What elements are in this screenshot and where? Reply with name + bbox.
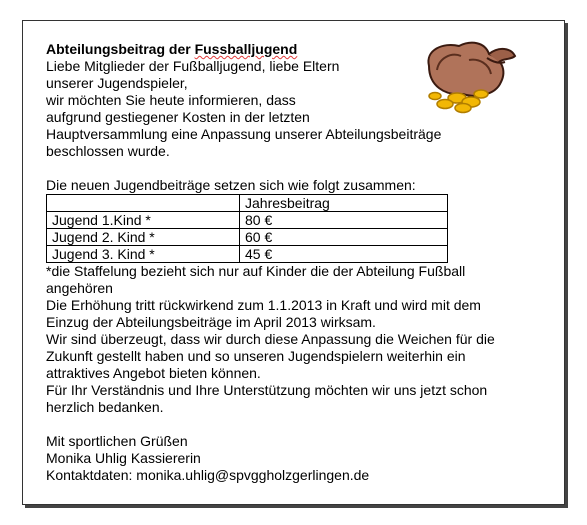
table-intro: Die neuen Jugendbeiträge setzen sich wie folgt zusammen:: [46, 177, 416, 193]
body-line: Einzug der Abteilungsbeiträge im April 2013 wirksam.: [46, 314, 376, 330]
title-highlight: Fussballjugend: [194, 41, 298, 57]
table-row: [47, 246, 448, 263]
table-row: [47, 229, 448, 246]
body-line: Für Ihr Verständnis und Ihre Unterstützung möchten wir uns jetzt schon: [46, 382, 488, 398]
spacer: [46, 416, 546, 433]
table-cell: Jugend 2. Kind *: [47, 229, 240, 246]
body-line: attraktives Angebot bieten können.: [46, 365, 261, 381]
coin: [455, 104, 471, 113]
spacer: [46, 160, 546, 177]
body-line: Wir sind überzeugt, dass wir durch diese Anpassung die Weichen für die: [46, 331, 495, 347]
money-sack-icon: [415, 36, 523, 116]
contact-line: Kontaktdaten: monika.uhlig@spvggholzgerlingen.de: [46, 467, 370, 483]
coin: [437, 100, 453, 109]
closing-line: Monika Uhlig Kassiererin: [46, 450, 201, 466]
intro-line: Hauptversammlung eine Anpassung unserer Abteilungsbeiträge: [46, 126, 442, 142]
intro-line: unserer Jugendspieler,: [46, 75, 188, 91]
letter-title: Abteilungsbeitrag der Fussballjugend: [46, 41, 298, 57]
body-line: Die Erhöhung tritt rückwirkend zum 1.1.2013 in Kraft und wird mit dem: [46, 297, 481, 313]
table-header-cell: Jahresbeitrag: [240, 195, 448, 212]
body-line: Zukunft gestellt haben und so unseren Jugendspielern weiterhin ein: [46, 348, 466, 364]
intro-line: beschlossen wurde.: [46, 143, 170, 159]
table-cell: 80 €: [240, 212, 448, 229]
letter-frame: [22, 20, 565, 505]
table-header-cell: [47, 195, 240, 212]
table-cell: Jugend 1.Kind *: [47, 212, 240, 229]
coin: [474, 90, 488, 98]
table-row: [47, 195, 448, 212]
intro-line: aufgrund gestiegener Kosten in der letzten: [46, 109, 310, 125]
body-line: *die Staffelung bezieht sich nur auf Kinder die der Abteilung Fußball: [46, 263, 466, 279]
table-row: [47, 212, 448, 229]
fee-table: [46, 194, 448, 263]
intro-line: Liebe Mitglieder der Fußballjugend, liebe Eltern: [46, 58, 340, 74]
body-line: angehören: [46, 280, 113, 296]
body-line: herzlich bedanken.: [46, 399, 164, 415]
table-cell: 60 €: [240, 229, 448, 246]
closing-line: Mit sportlichen Grüßen: [46, 433, 188, 449]
intro-line: wir möchten Sie heute informieren, dass: [46, 92, 296, 108]
table-cell: Jugend 3. Kind *: [47, 246, 240, 263]
coin: [429, 93, 441, 100]
table-cell: 45 €: [240, 246, 448, 263]
